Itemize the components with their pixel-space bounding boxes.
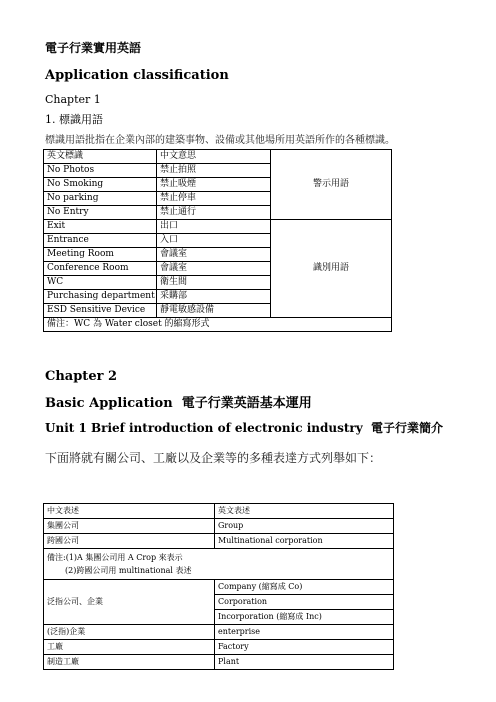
document-heading: 電子行業實用英語 <box>45 41 142 55</box>
cell-zh: 禁止吸煙 <box>157 178 271 192</box>
cell-en: Incorporation (縮寫成 Inc) <box>215 610 394 625</box>
header-cell-chinese: 中文意思 <box>157 150 271 164</box>
cell-en: Group <box>215 519 394 534</box>
chapter-2-label: Chapter 2 <box>45 369 118 384</box>
table-row <box>44 625 394 640</box>
cell-en: No Smoking <box>44 178 157 192</box>
cell-zh: 禁止停車 <box>157 192 271 206</box>
cell-en: Factory <box>215 640 394 655</box>
table-note <box>44 549 394 580</box>
chapter-2-title-zh: 電子行業英語基本運用 <box>181 396 312 411</box>
cell-en: WC <box>44 276 157 290</box>
table-row <box>44 640 394 655</box>
cell-en: ESD Sensitive Device <box>44 304 157 318</box>
cell-zh: (泛指)企業 <box>44 625 215 640</box>
header-cell-chinese: 中文表述 <box>44 504 215 519</box>
cell-en: Company (縮寫成 Co) <box>215 580 394 595</box>
section-title: Application classification <box>45 68 229 83</box>
cell-zh: 靜電敏感設備 <box>157 304 271 318</box>
unit-1-intro: 下面將就有關公司、工廠以及企業等的多種表達方式列舉如下： <box>45 451 382 465</box>
cell-zh: 制造工廠 <box>44 655 215 670</box>
cell-zh: 會議室 <box>157 248 271 262</box>
note-line-1: 備注:(1)A 集團公司用 A Crop 來表示 <box>47 553 183 562</box>
chapter-2-title <box>45 392 312 411</box>
header-cell-english: 英文表述 <box>215 504 394 519</box>
cell-zh: 禁止拍照 <box>157 164 271 178</box>
cell-zh: 衛生間 <box>157 276 271 290</box>
company-label: 泛指公司、企業 <box>44 580 215 625</box>
cell-en: Exit <box>44 220 157 234</box>
cell-en: Conference Room <box>44 262 157 276</box>
company-terms-table <box>43 503 394 670</box>
cell-zh: 會議室 <box>157 262 271 276</box>
cell-zh: 采購部 <box>157 290 271 304</box>
signage-intro: 標識用語批指在企業內部的建築事物、設備或其他場所用英語所作的各種標識。 <box>45 135 395 146</box>
cell-zh: 工廠 <box>44 640 215 655</box>
table-row <box>44 534 394 549</box>
identification-group-label: 識別用語 <box>271 220 392 318</box>
cell-en: No Photos <box>44 164 157 178</box>
cell-en: Multinational corporation <box>215 534 394 549</box>
cell-en: Meeting Room <box>44 248 157 262</box>
cell-en: Plant <box>215 655 394 670</box>
cell-zh: 出口 <box>157 220 271 234</box>
table-row <box>44 580 394 595</box>
unit-1-title-zh: 電子行業簡介 <box>371 421 444 435</box>
chapter-2-title-en: Basic Application <box>45 396 173 411</box>
cell-zh: 集團公司 <box>44 519 215 534</box>
unit-1-title <box>45 419 443 436</box>
cell-zh: 入口 <box>157 234 271 248</box>
note-line-2: (2)跨國公司用 multinational 表述 <box>65 566 192 575</box>
cell-en: Purchasing department <box>44 290 157 304</box>
cell-en: No Entry <box>44 206 157 220</box>
cell-en: enterprise <box>215 625 394 640</box>
table-header-row <box>44 150 392 164</box>
signage-table <box>43 149 392 332</box>
warning-group-label: 警示用語 <box>271 150 392 220</box>
table-row <box>44 655 394 670</box>
table-note: 備注：WC 為 Water closet 的縮寫形式 <box>44 318 392 332</box>
unit-1-title-en: Unit 1 Brief introduction of electronic industry <box>45 421 363 435</box>
table-row <box>44 519 394 534</box>
cell-en: Corporation <box>215 595 394 610</box>
table-header-row <box>44 504 394 519</box>
cell-zh: 跨國公司 <box>44 534 215 549</box>
table-row <box>44 220 392 234</box>
cell-zh: 禁止通行 <box>157 206 271 220</box>
subheading-signage: 1. 標識用語 <box>45 113 103 126</box>
cell-en: Entrance <box>44 234 157 248</box>
table-note-row <box>44 549 394 580</box>
header-cell-english: 英文標識 <box>44 150 157 164</box>
cell-en: No parking <box>44 192 157 206</box>
chapter-1-label: Chapter 1 <box>45 93 101 106</box>
table-note-row <box>44 318 392 332</box>
